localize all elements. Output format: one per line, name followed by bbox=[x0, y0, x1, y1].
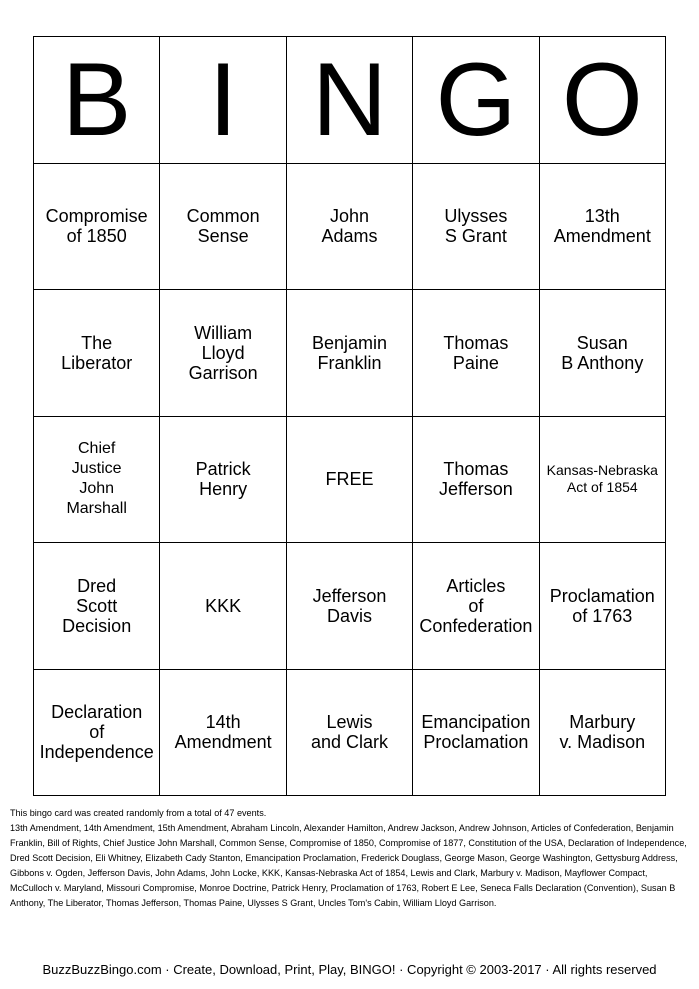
cell-text: Articles of Confederation bbox=[419, 575, 533, 636]
cell-text: Thomas Paine bbox=[443, 332, 509, 373]
free-cell bbox=[287, 417, 413, 544]
bingo-cell bbox=[287, 164, 413, 291]
note-events-list: 13th Amendment, 14th Amendment, 15th Amendment, Abraham Lincoln, Alexander Hamilton, Andrew Jackson, Andrew Johnson, Articles of Confederation, Benjamin Franklin, Bill of Rights, Chief Justice John Marshall, Common Sense, Compromise of 1850, Compromise of 1877, Constitution of the USA, Declaration of Independence, Dred Scott Decision, Eli Whitney, Elizabeth Cady Stanton, Emancipation Proclamation, Frederick Douglass, George Mason, George Washington, Gettysburg Address, Gibbons v. Ogden, Jefferson Davis, John Adams, John Locke, KKK, Kansas-Nebraska Act of 1854, Lewis and Clark, Marbury v. Madison, Mayflower Compact, McCulloch v. Maryland, Missouri Compromise, Monroe Doctrine, Patrick Henry, Proclamation of 1763, Robert E Lee, Seneca Falls Declaration (Convention), Susan B Anthony, The Liberator, Thomas Jefferson, Thomas Paine, Ulysses S Grant, Uncles Tom's Cabin, William Lloyd Garrison. bbox=[10, 823, 687, 908]
cell-text: Common Sense bbox=[186, 206, 260, 247]
header-letter: I bbox=[208, 41, 238, 158]
bingo-cell bbox=[413, 670, 539, 797]
cell-text: Benjamin Franklin bbox=[311, 332, 388, 373]
bingo-cell bbox=[540, 670, 666, 797]
bingo-cell bbox=[540, 290, 666, 417]
bingo-cell bbox=[34, 543, 160, 670]
bingo-cell bbox=[34, 164, 160, 291]
bingo-cell bbox=[540, 164, 666, 291]
cell-text: KKK bbox=[205, 595, 242, 616]
header-cell-o bbox=[540, 37, 666, 164]
header-cell-g bbox=[413, 37, 539, 164]
bingo-cell bbox=[34, 417, 160, 544]
cell-text: Declaration of Independence bbox=[39, 702, 154, 763]
cell-text: FREE bbox=[325, 469, 374, 490]
bingo-cell bbox=[160, 417, 286, 544]
cell-text: Marbury v. Madison bbox=[559, 712, 646, 753]
bingo-card bbox=[33, 36, 666, 796]
cell-text: Compromise of 1850 bbox=[45, 206, 148, 247]
cell-text: Emancipation Proclamation bbox=[421, 712, 531, 753]
cell-text: The Liberator bbox=[61, 332, 133, 373]
cell-text: 14th Amendment bbox=[174, 712, 272, 753]
cell-text: Thomas Jefferson bbox=[439, 459, 513, 500]
bingo-cell bbox=[34, 290, 160, 417]
note-intro: This bingo card was created randomly from a total of 47 events. bbox=[10, 808, 267, 818]
bingo-cell bbox=[160, 290, 286, 417]
cell-text: Lewis and Clark bbox=[310, 712, 389, 753]
cell-text: Chief Justice John Marshall bbox=[66, 440, 127, 518]
bingo-cell bbox=[540, 543, 666, 670]
bingo-cell bbox=[160, 670, 286, 797]
bingo-cell bbox=[287, 670, 413, 797]
header-letter: O bbox=[561, 41, 643, 158]
bingo-cell bbox=[413, 290, 539, 417]
cell-text: Ulysses S Grant bbox=[444, 206, 508, 247]
card-note bbox=[10, 806, 692, 911]
bingo-cell bbox=[160, 164, 286, 291]
bingo-cell bbox=[160, 543, 286, 670]
bingo-cell bbox=[34, 670, 160, 797]
header-cell-n bbox=[287, 37, 413, 164]
header-letter: G bbox=[435, 41, 517, 158]
bingo-cell bbox=[413, 417, 539, 544]
bingo-cell bbox=[287, 543, 413, 670]
cell-text: Susan B Anthony bbox=[561, 332, 644, 373]
bingo-cell bbox=[287, 290, 413, 417]
cell-text: Dred Scott Decision bbox=[62, 575, 132, 636]
cell-text: 13th Amendment bbox=[553, 206, 651, 247]
cell-text: William Lloyd Garrison bbox=[188, 322, 258, 383]
header-cell-b bbox=[34, 37, 160, 164]
cell-text: John Adams bbox=[321, 206, 378, 247]
bingo-cell bbox=[413, 164, 539, 291]
cell-text: Kansas-Nebraska Act of 1854 bbox=[546, 462, 658, 496]
copyright-footer: BuzzBuzzBingo.com · Create, Download, Print, Play, BINGO! · Copyright © 2003-2017 · All rights reserved bbox=[42, 962, 657, 977]
header-letter: B bbox=[62, 41, 132, 158]
cell-text: Jefferson Davis bbox=[312, 585, 387, 626]
bingo-cell bbox=[413, 543, 539, 670]
header-cell-i bbox=[160, 37, 286, 164]
bingo-cell bbox=[540, 417, 666, 544]
cell-text: Patrick Henry bbox=[195, 459, 251, 500]
cell-text: Proclamation of 1763 bbox=[549, 585, 655, 626]
header-letter: N bbox=[311, 41, 388, 158]
